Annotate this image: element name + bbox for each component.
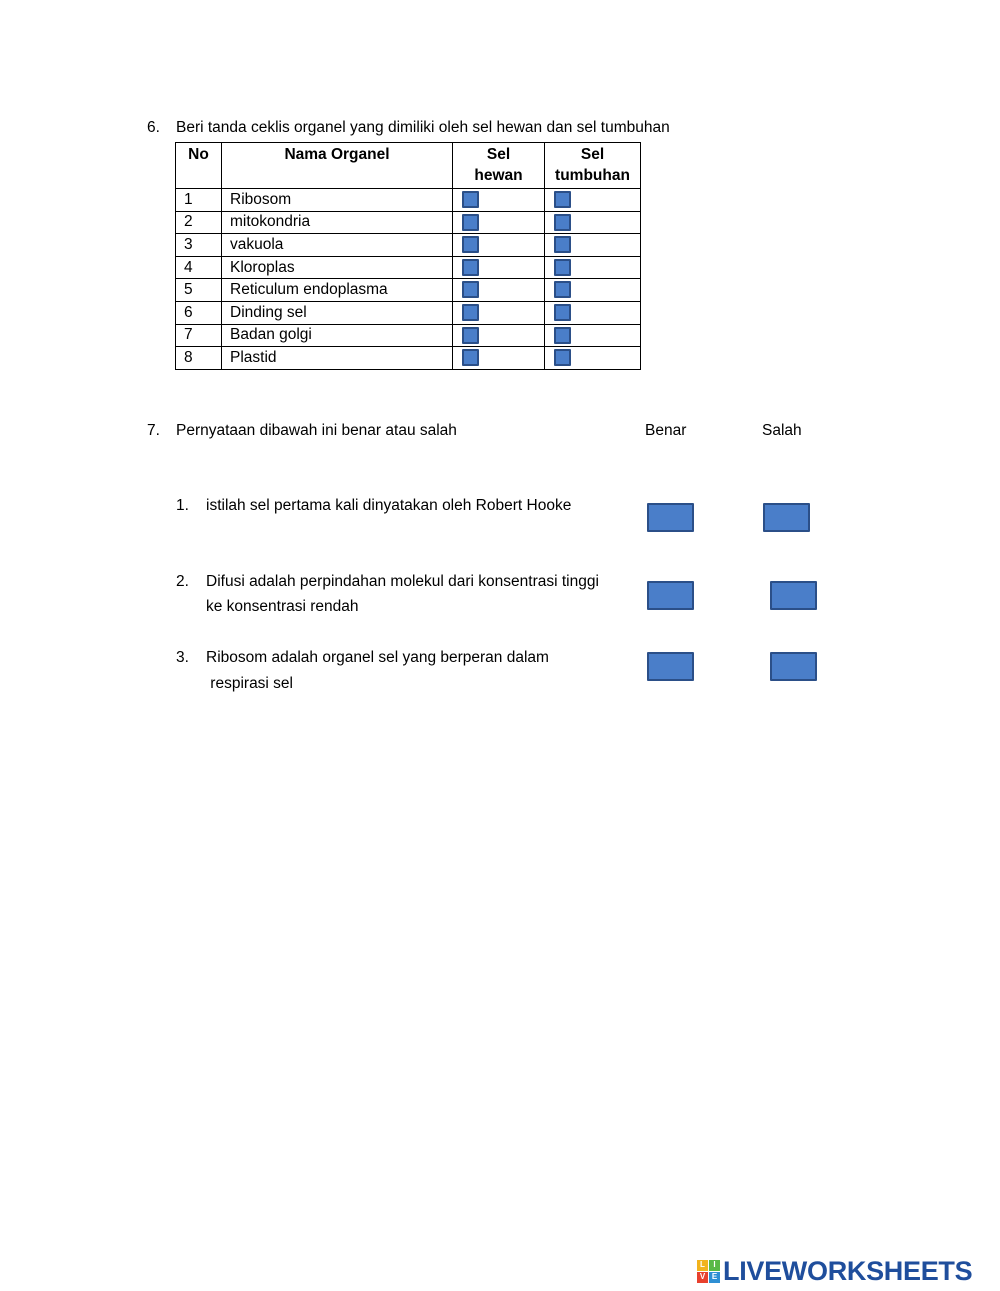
- logo-grid-icon: [697, 1260, 720, 1283]
- row-no: 7: [176, 324, 222, 347]
- q6-text: Beri tanda ceklis organel yang dimiliki oleh sel hewan dan sel tumbuhan: [176, 119, 670, 136]
- statement-2-text-line1: Difusi adalah perpindahan molekul dari konsentrasi tinggi: [206, 573, 599, 590]
- cell-tumbuhan: [545, 211, 641, 234]
- row-no: 6: [176, 301, 222, 324]
- cell-hewan: [453, 211, 545, 234]
- table-row: [176, 211, 641, 234]
- cell-tumbuhan: [545, 279, 641, 302]
- cell-hewan: [453, 256, 545, 279]
- row-organel-name: Ribosom: [222, 189, 453, 212]
- statement-3-benar-box[interactable]: [647, 652, 694, 681]
- statement-1-text: istilah sel pertama kali dinyatakan oleh Robert Hooke: [206, 497, 572, 514]
- row-no: 5: [176, 279, 222, 302]
- statement-3-text-line2: respirasi sel: [206, 675, 293, 692]
- row-no: 3: [176, 234, 222, 257]
- row-no: 4: [176, 256, 222, 279]
- table-header-row: [176, 143, 641, 189]
- liveworksheets-logo: [697, 1257, 972, 1285]
- cell-tumbuhan: [545, 256, 641, 279]
- table-row: [176, 324, 641, 347]
- table-row: [176, 189, 641, 212]
- table-row: [176, 347, 641, 370]
- logo-letter-l: L: [697, 1260, 708, 1271]
- checkbox-hewan-dinding-sel[interactable]: [462, 304, 479, 321]
- header-sel-hewan: Sel hewan: [453, 143, 545, 189]
- checkbox-hewan-mitokondria[interactable]: [462, 214, 479, 231]
- cell-hewan: [453, 324, 545, 347]
- cell-tumbuhan: [545, 324, 641, 347]
- checkbox-hewan-reticulum-endoplasma[interactable]: [462, 281, 479, 298]
- column-label-benar: Benar: [645, 422, 687, 439]
- logo-letter-v: V: [697, 1272, 708, 1283]
- row-organel-name: Dinding sel: [222, 301, 453, 324]
- cell-tumbuhan: [545, 347, 641, 370]
- cell-hewan: [453, 189, 545, 212]
- statement-1-number: 1.: [176, 497, 189, 514]
- statement-2-salah-box[interactable]: [770, 581, 817, 610]
- table-row: [176, 301, 641, 324]
- statement-1-salah-box[interactable]: [763, 503, 810, 532]
- statement-2-benar-box[interactable]: [647, 581, 694, 610]
- cell-tumbuhan: [545, 189, 641, 212]
- logo-letter-e: E: [709, 1272, 720, 1283]
- cell-tumbuhan: [545, 301, 641, 324]
- checkbox-tumbuhan-badan-golgi[interactable]: [554, 327, 571, 344]
- table-row: [176, 234, 641, 257]
- checkbox-tumbuhan-mitokondria[interactable]: [554, 214, 571, 231]
- row-organel-name: Badan golgi: [222, 324, 453, 347]
- statement-3-number: 3.: [176, 649, 189, 666]
- row-organel-name: Kloroplas: [222, 256, 453, 279]
- checkbox-tumbuhan-reticulum-endoplasma[interactable]: [554, 281, 571, 298]
- row-no: 8: [176, 347, 222, 370]
- q7-text: Pernyataan dibawah ini benar atau salah: [176, 422, 457, 439]
- checkbox-hewan-kloroplas[interactable]: [462, 259, 479, 276]
- checkbox-tumbuhan-ribosom[interactable]: [554, 191, 571, 208]
- checkbox-hewan-ribosom[interactable]: [462, 191, 479, 208]
- cell-tumbuhan: [545, 234, 641, 257]
- q7-number: 7.: [147, 422, 160, 439]
- checkbox-hewan-vakuola[interactable]: [462, 236, 479, 253]
- table-row: [176, 256, 641, 279]
- header-name: Nama Organel: [222, 143, 453, 189]
- row-organel-name: mitokondria: [222, 211, 453, 234]
- checkbox-hewan-plastid[interactable]: [462, 349, 479, 366]
- row-organel-name: vakuola: [222, 234, 453, 257]
- cell-hewan: [453, 234, 545, 257]
- cell-hewan: [453, 279, 545, 302]
- statement-3-text-line1: Ribosom adalah organel sel yang berperan dalam: [206, 649, 549, 666]
- checkbox-tumbuhan-plastid[interactable]: [554, 349, 571, 366]
- checkbox-tumbuhan-dinding-sel[interactable]: [554, 304, 571, 321]
- row-no: 2: [176, 211, 222, 234]
- statement-3-salah-box[interactable]: [770, 652, 817, 681]
- row-organel-name: Reticulum endoplasma: [222, 279, 453, 302]
- statement-2-number: 2.: [176, 573, 189, 590]
- statement-2-text-line2: ke konsentrasi rendah: [206, 598, 359, 615]
- logo-wordmark: LIVEWORKSHEETS: [723, 1255, 973, 1286]
- logo-letter-i: I: [709, 1260, 720, 1271]
- row-no: 1: [176, 189, 222, 212]
- checkbox-tumbuhan-vakuola[interactable]: [554, 236, 571, 253]
- cell-hewan: [453, 301, 545, 324]
- column-label-salah: Salah: [762, 422, 802, 439]
- row-organel-name: Plastid: [222, 347, 453, 370]
- header-sel-tumbuhan: Sel tumbuhan: [545, 143, 641, 189]
- header-no: No: [176, 143, 222, 189]
- checkbox-hewan-badan-golgi[interactable]: [462, 327, 479, 344]
- cell-hewan: [453, 347, 545, 370]
- checkbox-tumbuhan-kloroplas[interactable]: [554, 259, 571, 276]
- q6-number: 6.: [147, 119, 160, 136]
- organel-table: [175, 142, 641, 370]
- statement-1-benar-box[interactable]: [647, 503, 694, 532]
- table-row: [176, 279, 641, 302]
